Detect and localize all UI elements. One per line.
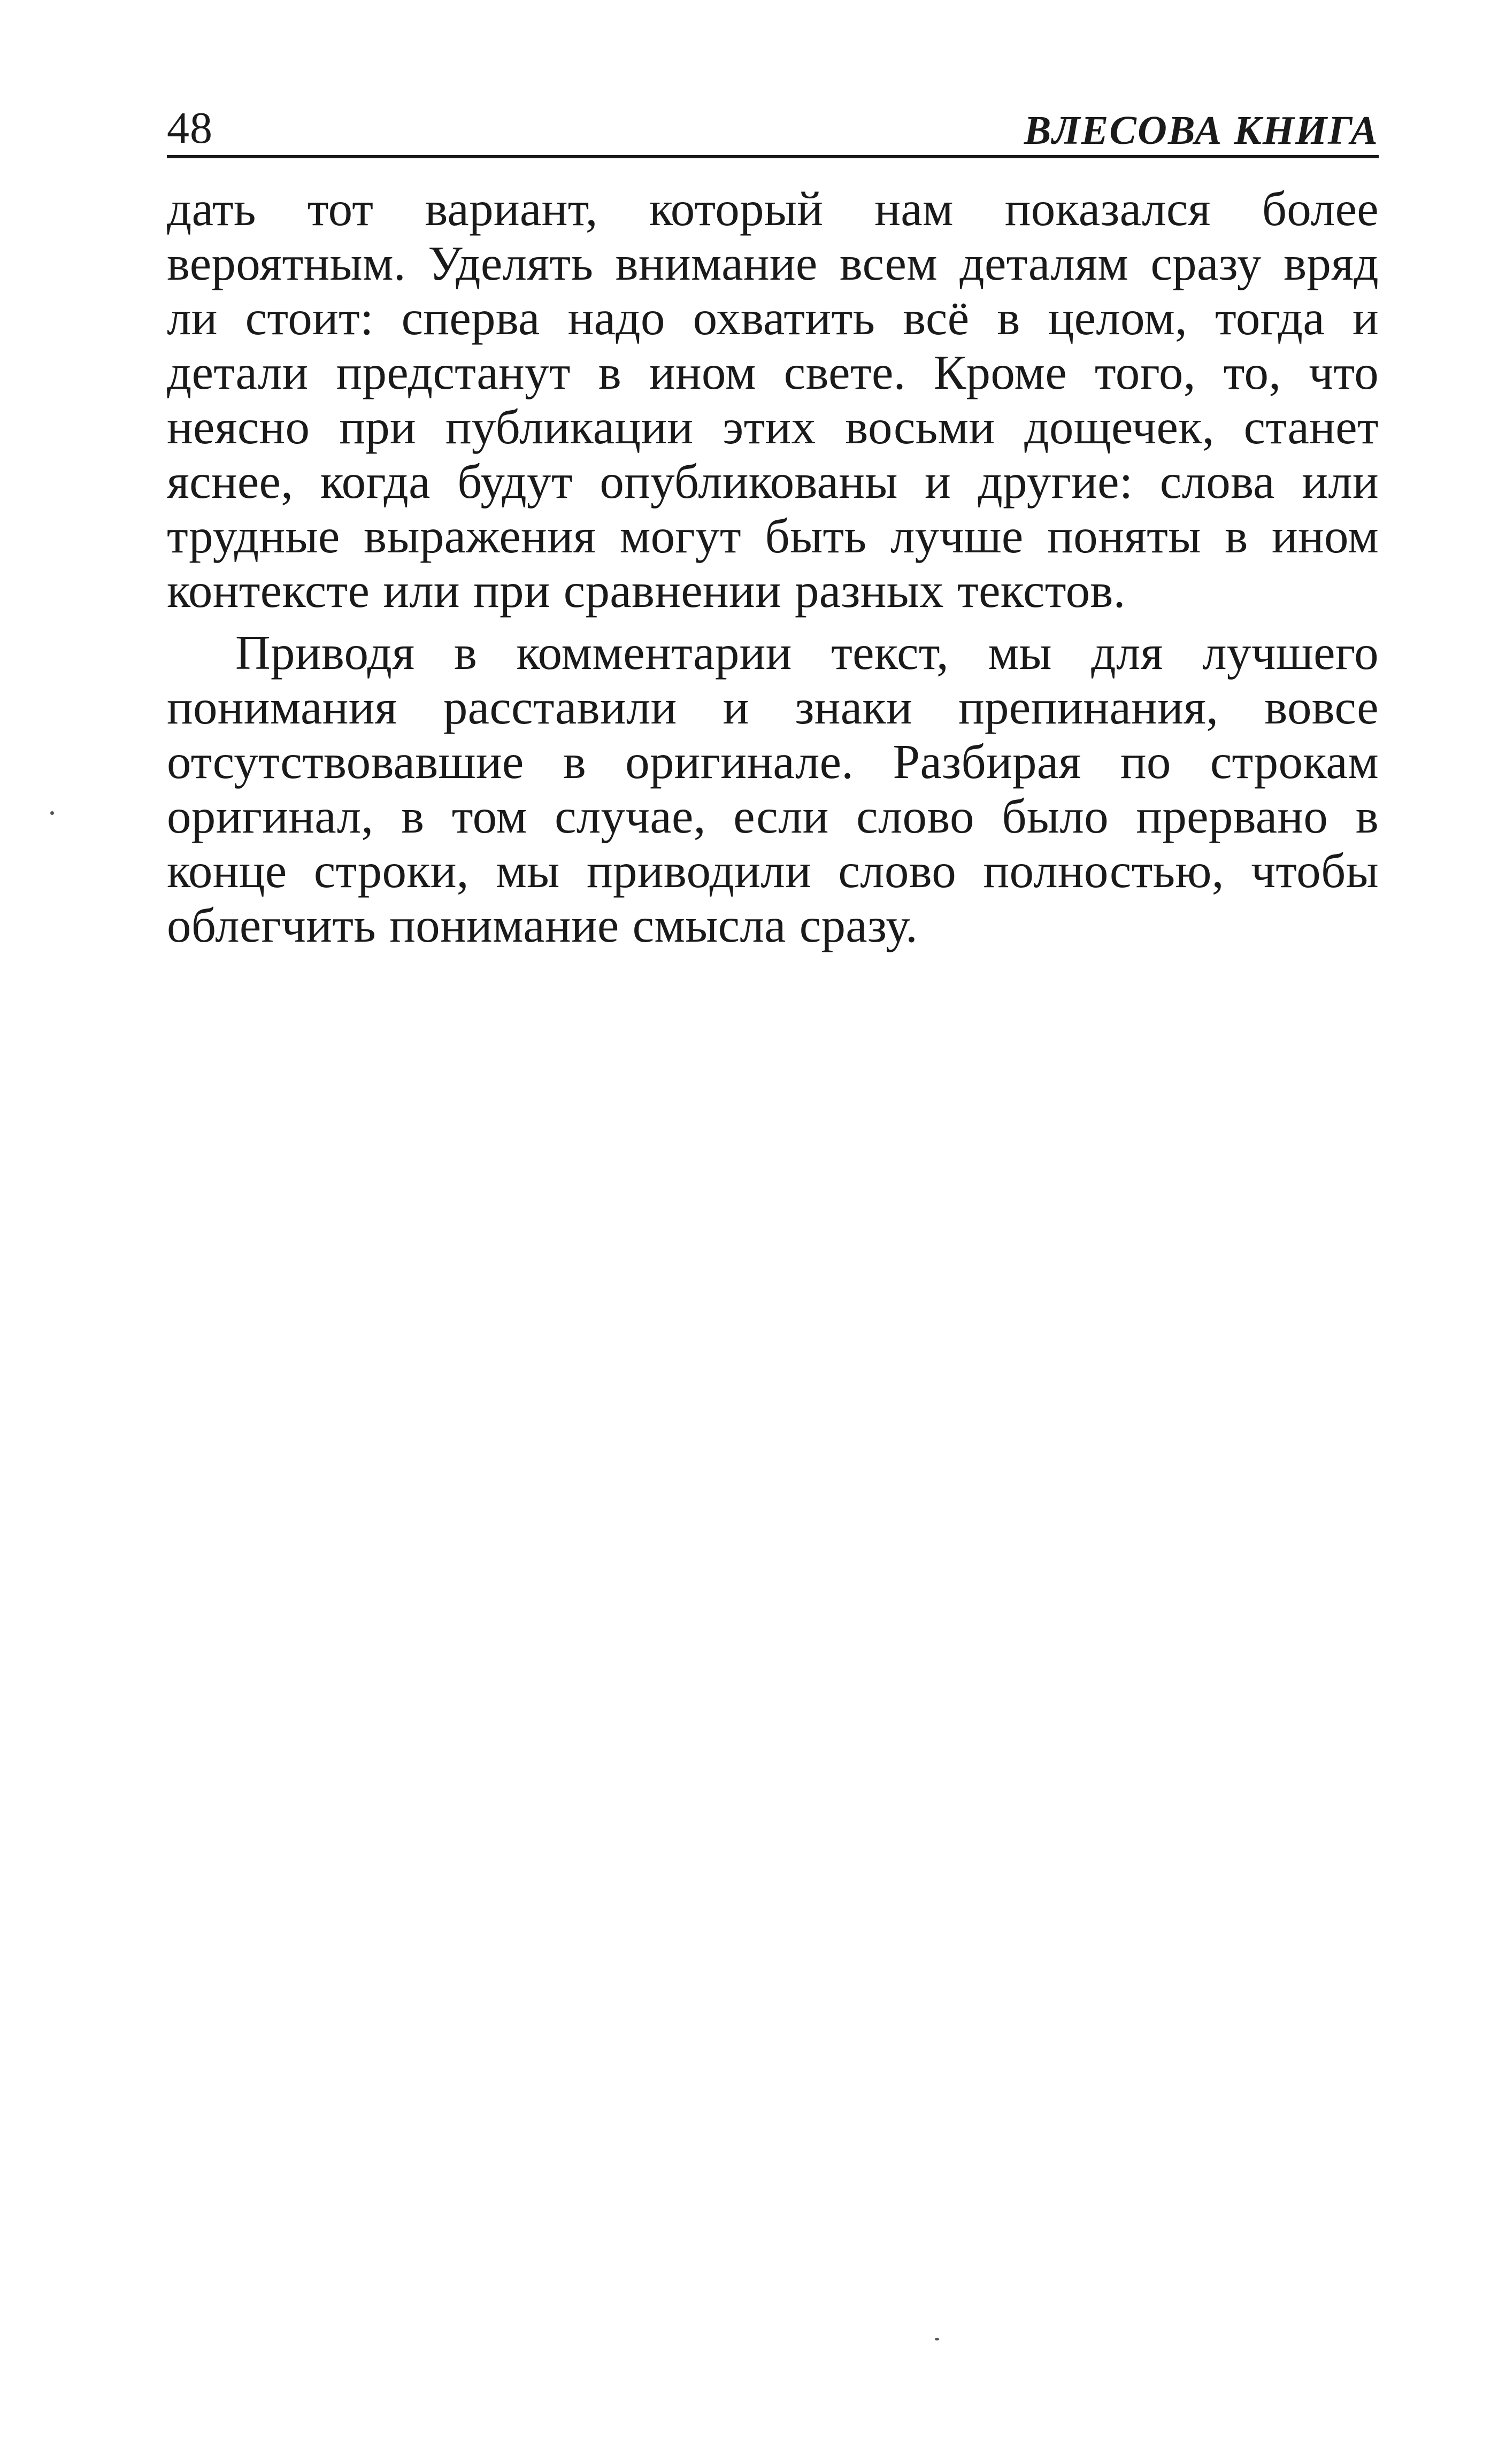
paragraph-1: дать тот вариант, который нам показался более вероятным. Уделять внимание всем деталям сразу вряд ли стоит: сперва надо охватить всё в целом, тогда и детали предстанут в ином свете. Кроме того, то, что неясно при публикации этих восьми дощечек, станет яснее, когда будут опубликованы и другие: слова или трудные выражения могут быть лучше поняты в ином контексте или при сравнении разных текстов.: [167, 182, 1379, 618]
book-title: ВЛЕСОВА КНИГА: [1024, 108, 1379, 153]
running-header: [167, 90, 1379, 158]
body-text: [167, 182, 1379, 953]
paragraph-2: Приводя в комментарии текст, мы для лучшего понимания расставили и знаки препинания, вовсе отсутствовавшие в оригинале. Разбирая по строкам оригинал, в том случае, если слово было прервано в конце строки, мы приводили слово полностью, чтобы облегчить понимание смысла сразу.: [167, 626, 1379, 952]
page-number: 48: [167, 103, 213, 153]
scan-speck: [935, 2338, 939, 2340]
scan-speck: [50, 811, 54, 815]
header-rule: [167, 155, 1379, 158]
